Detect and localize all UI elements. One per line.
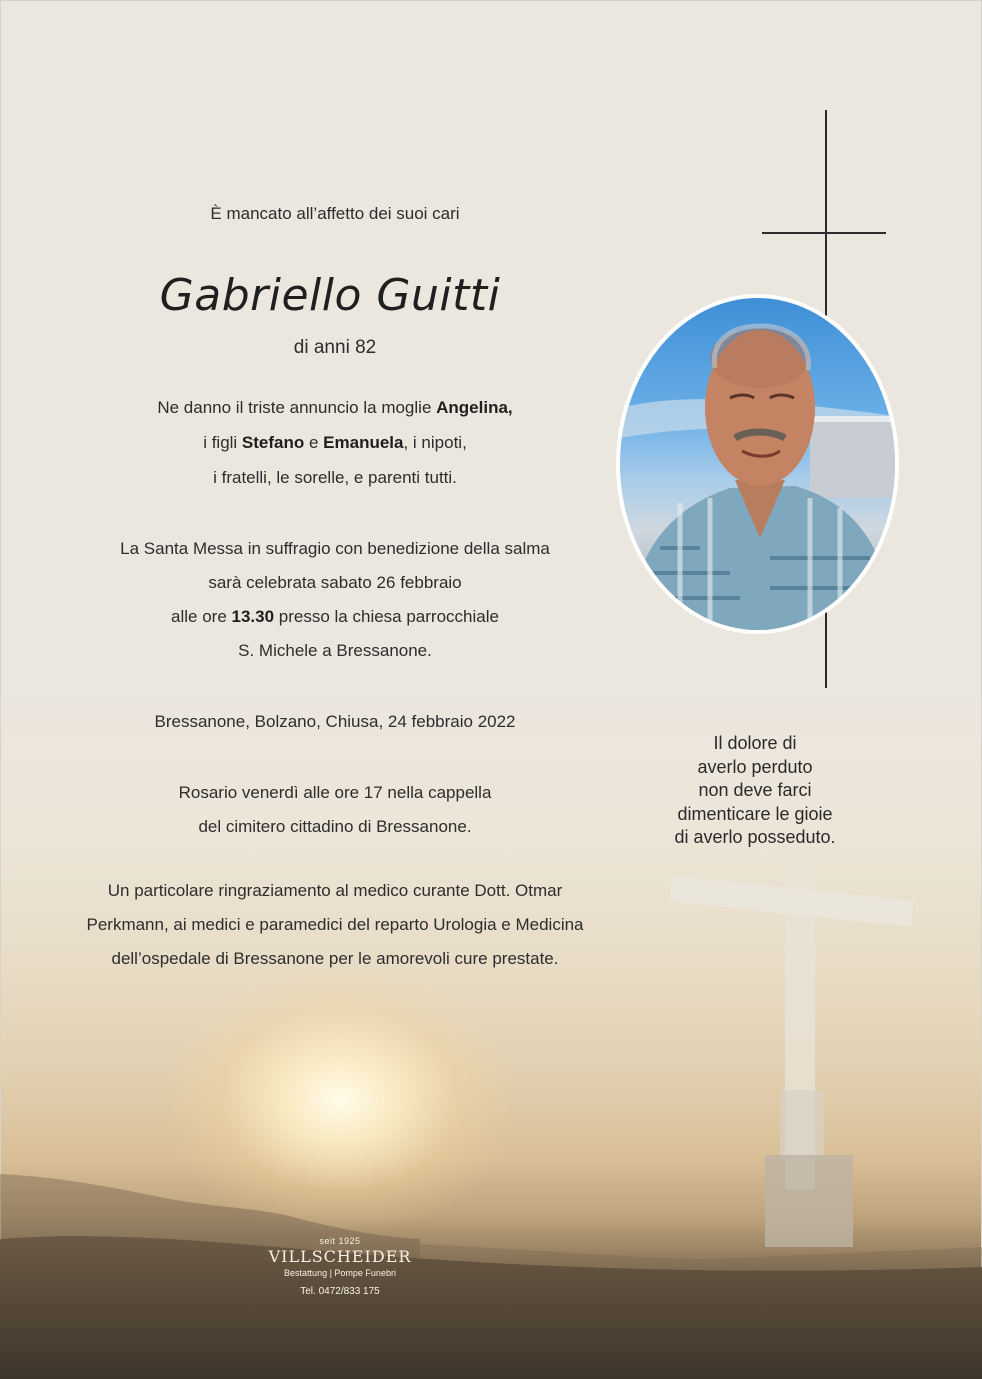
announcement-line-1: Ne danno il triste annuncio la moglie Angelina, — [157, 398, 513, 417]
rosary-line-1: Rosario venerdì alle ore 17 nella cappella — [178, 783, 492, 802]
child-name-1: Stefano — [241, 433, 305, 452]
funeral-home-logo — [240, 1236, 440, 1297]
age-line: di anni 82 — [293, 337, 377, 358]
intro-line: È mancato all’affetto dei suoi cari — [210, 204, 460, 223]
portrait-photo — [620, 298, 895, 630]
wife-name: Angelina, — [436, 398, 513, 417]
mass-line-1: La Santa Messa in suffragio con benedizione della salma — [120, 539, 550, 558]
rosary-line-2: del cimitero cittadino di Bressanone. — [198, 817, 472, 836]
mass-line-2: sarà celebrata sabato 26 febbraio — [208, 573, 462, 592]
quote-line-5: di averlo posseduto. — [674, 827, 836, 847]
logo-since: seit 1925 — [319, 1236, 361, 1246]
announcement-line-3: i fratelli, le sorelle, e parenti tutti. — [213, 468, 457, 487]
logo-phone: Tel. 0472/833 175 — [300, 1286, 380, 1297]
quote-line-1: Il dolore di — [713, 733, 797, 753]
thanks-line-2: Perkmann, ai medici e paramedici del reparto Urologia e Medicina — [86, 915, 584, 934]
quote-line-3: non deve farci — [698, 780, 812, 800]
place-date-line: Bressanone, Bolzano, Chiusa, 24 febbraio 2022 — [154, 712, 516, 731]
thanks-line-1: Un particolare ringraziamento al medico curante Dott. Otmar — [107, 881, 563, 900]
mass-line-3: alle ore 13.30 presso la chiesa parrocchiale — [171, 607, 499, 626]
portrait-illustration — [620, 298, 895, 630]
quote-line-2: averlo perduto — [697, 756, 813, 777]
mass-line-4: S. Michele a Bressanone. — [238, 641, 432, 660]
text-column-body — [40, 0, 630, 1000]
child-name-2: Emanuela — [323, 433, 404, 452]
logo-subtitle: Bestattung | Pompe Funebri — [284, 1268, 396, 1278]
cross-line-horizontal — [762, 232, 886, 234]
memorial-quote — [640, 732, 870, 850]
quote-line-4: dimenticare le gioie — [677, 803, 833, 824]
deceased-name: Gabriello Guitti — [159, 270, 501, 321]
mass-time: 13.30 — [231, 607, 275, 626]
portrait-photo-frame — [616, 294, 899, 634]
stone-cross-image — [660, 850, 920, 1260]
thanks-line-3: dell’ospedale di Bressanone per le amorevoli cure prestate. — [111, 949, 559, 968]
announcement-line-2: i figli Stefano e Emanuela, i nipoti, — [203, 433, 467, 452]
logo-brand: VILLSCHEIDER — [268, 1247, 412, 1266]
